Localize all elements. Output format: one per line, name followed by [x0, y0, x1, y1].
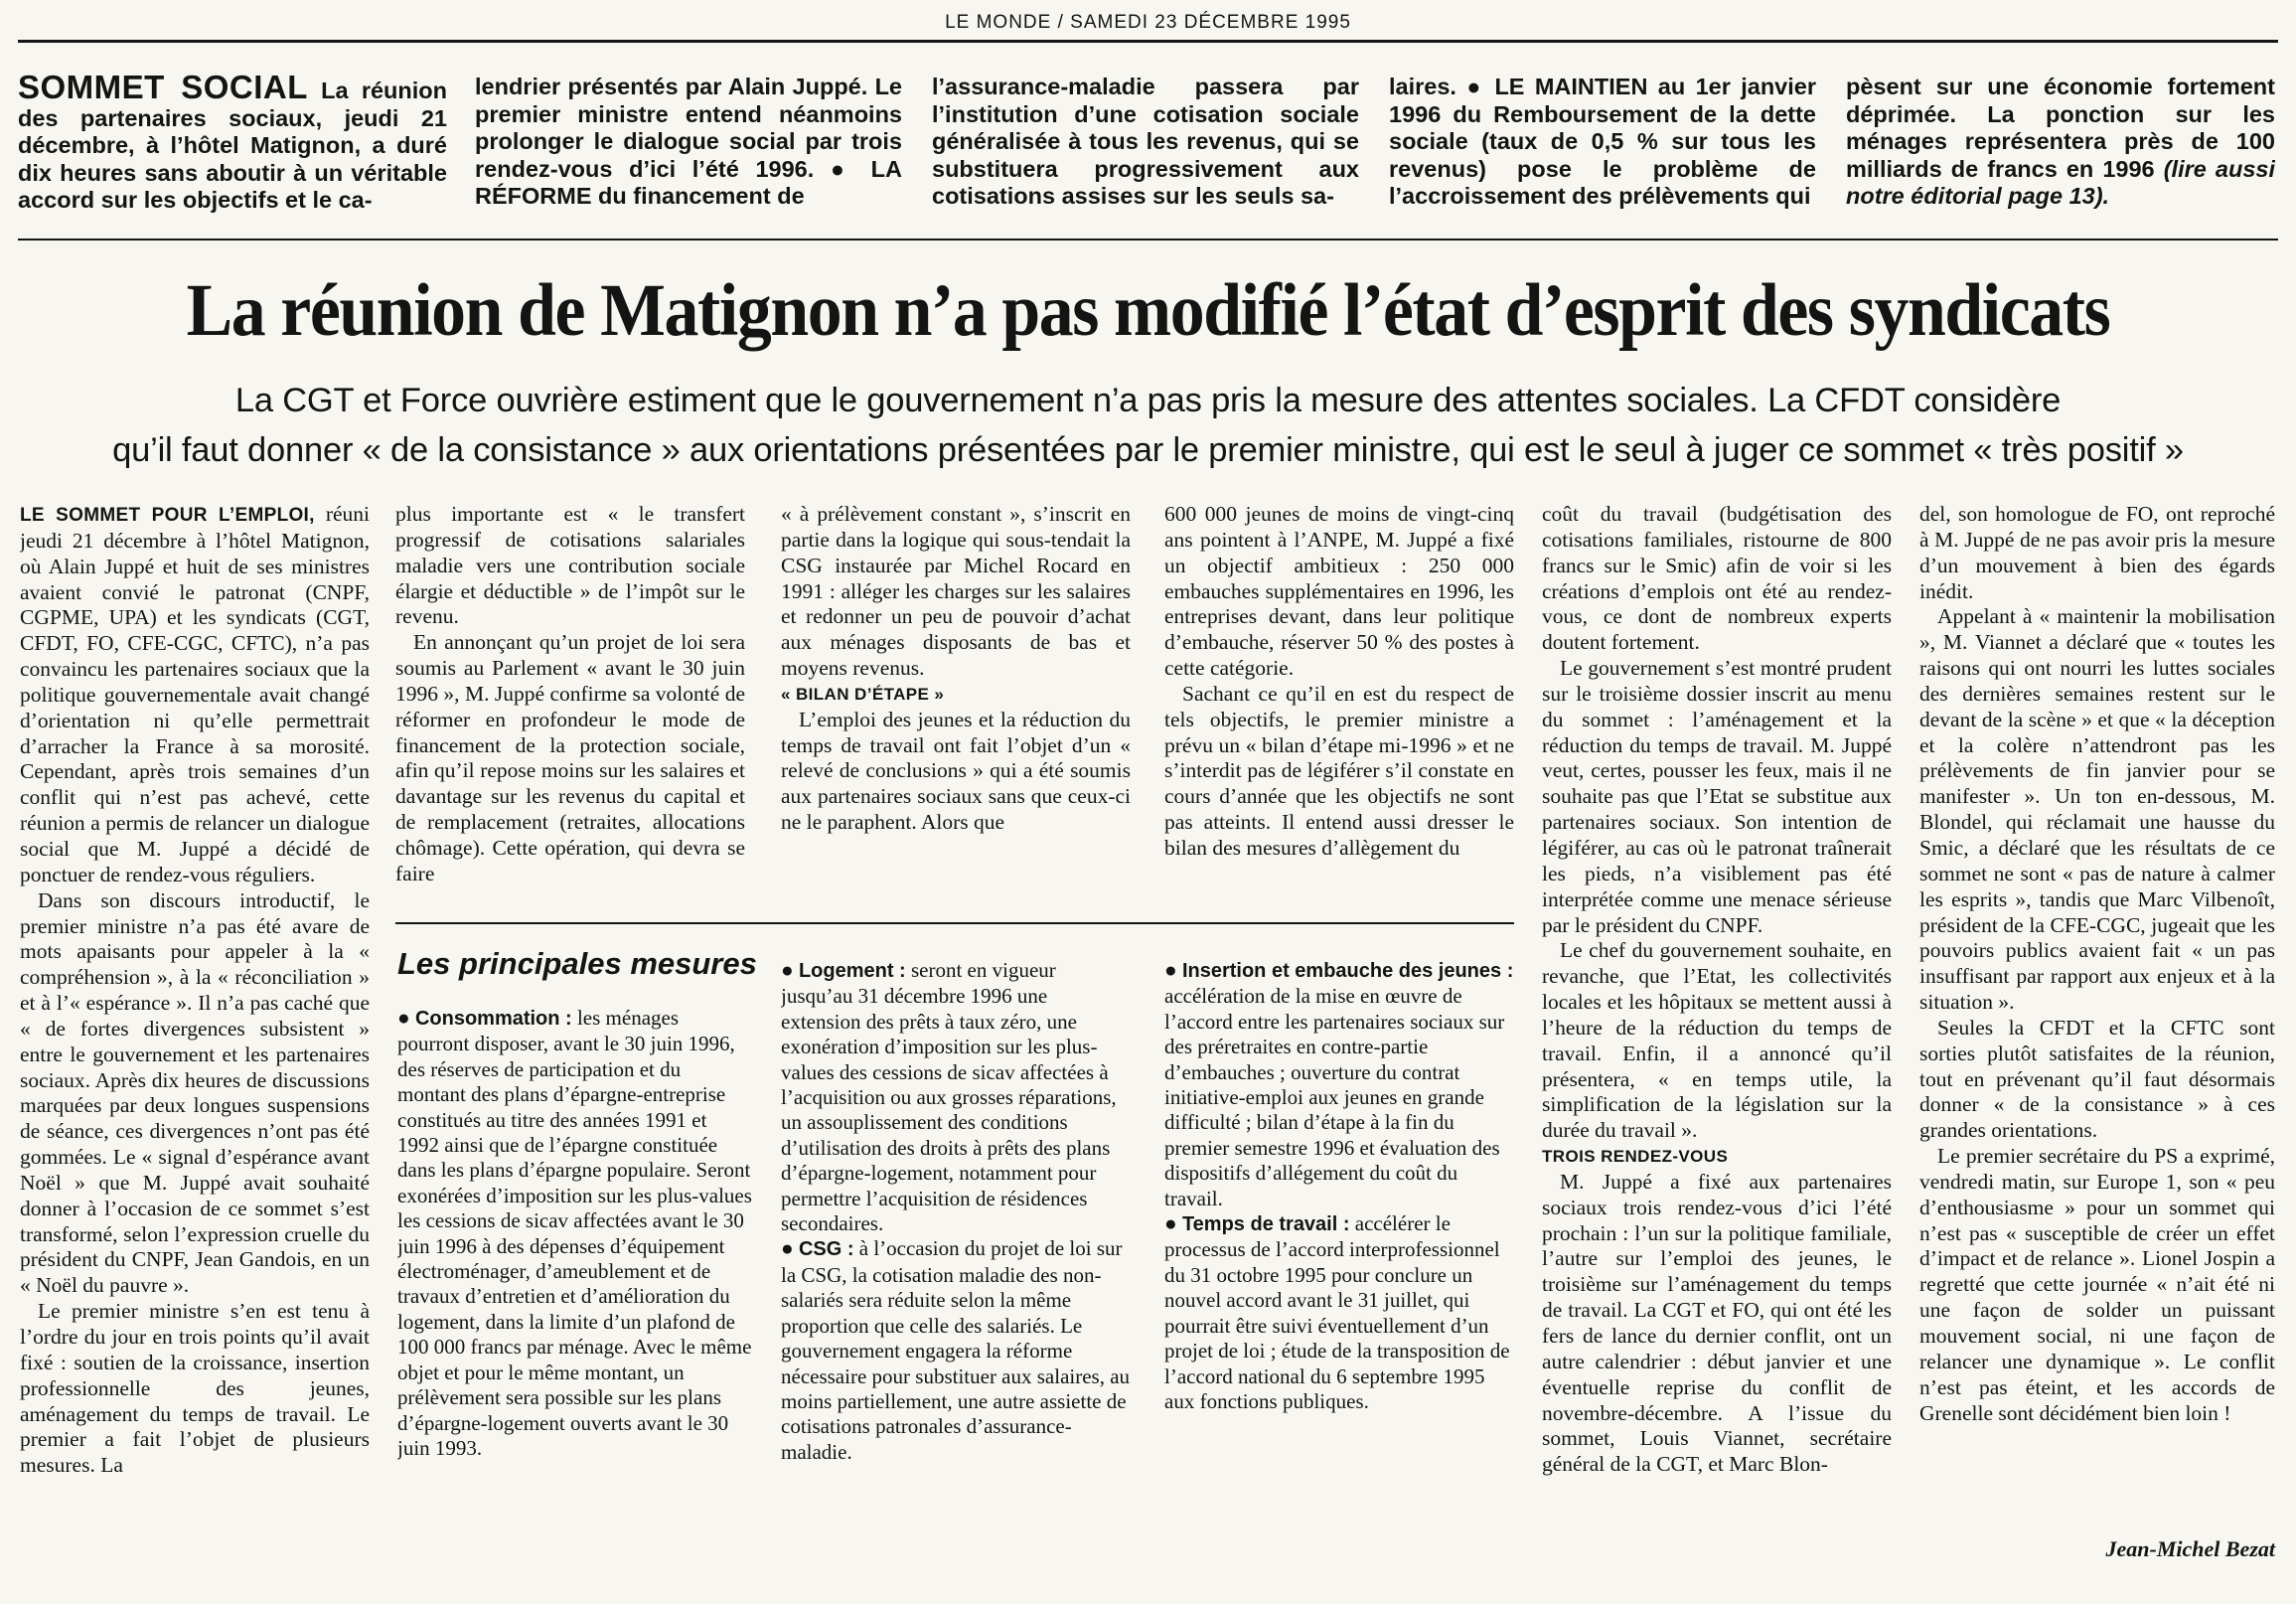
article-column-1	[20, 502, 370, 1575]
summary-text-5a: pèsent sur une économie fortement déprimée. La ponction sur les ménages représentera près de 100 milliards de francs en 1996	[1846, 74, 2275, 182]
summary-column-1	[18, 74, 447, 223]
article-column-3	[781, 502, 1131, 904]
summary-text-2a: lendrier présentés par Alain Juppé. Le premier ministre entend néanmoins prolonger le dialogue social par trois rendez-vous d’ici l’été 1996.	[475, 74, 902, 182]
bullet-icon: ●	[781, 1236, 799, 1261]
measure-text: les ménages pourront disposer, avant le 30 juin 1996, des réserves de participation et du montant des plans d’épargne-entreprise constitués au titre des années 1991 et 1992 ainsi que de l’épargne constituée dans les plans d’épargne populaire. Seront exonérées d’imposition sur les plus-values les cessions de sicav affectées avant le 30 juin 1996 à des dépenses d’équipement électroménager, d’ameublement et de travaux d’entretien et d’amélioration du logement, dans la limite d’un plafond de 100 000 francs par ménage. Avec le même objet et pour le même montant, un prélèvement sera possible sur les plans d’épargne-logement ouverts avant le 30 juin 1993.	[397, 1006, 752, 1460]
article-column-4	[1164, 502, 1514, 904]
deck-line-1: La CGT et Force ouvrière estiment que le gouvernement n’a pas pris la mesure des attentes sociales. La CFDT considère	[234, 382, 2062, 419]
article-paragraph: Le premier ministre s’en est tenu à l’ordre du jour en trois points qu’il avait fixé : soutien de la croissance, insertion professionnelle des jeunes, aménagement du temps de travail. Le premier a fait l’objet de plusieurs mesures. La	[20, 1299, 370, 1478]
bullet-icon: ●	[397, 1006, 415, 1030]
box-title: Les principales mesures	[397, 946, 757, 981]
summary-text-5b: (lire aussi notre éditorial page 13).	[1846, 155, 2275, 209]
measure-text: accélérer le processus de l’accord interprofessionnel du 31 octobre 1995 pour conclure un nouvel accord avant le 31 juillet, qui pourrait être suivi éventuellement d’un projet de loi ; étude de la transposition de l’accord national du 6 septembre 1995 aux fonctions publiques.	[1164, 1211, 1510, 1413]
summary-text-2b: LA RÉFORME du financement de	[475, 155, 902, 209]
article-paragraph: Seules la CFDT et la CFTC sont sorties plutôt satisfaites de la réunion, tout en prévenant qu’il faut désormais donner « de la consistance » à ces grandes orientations.	[1919, 1015, 2275, 1143]
measure-label: Temps de travail :	[1181, 1213, 1350, 1236]
summary-text-3: l’assurance-maladie passera par l’institution d’une cotisation sociale généralisée à tous les revenus, qui se substituera progressivement aux cotisations assises sur les seuls sa-	[932, 74, 1359, 209]
bullet-icon: ●	[1164, 1211, 1182, 1236]
article-paragraph: « à prélèvement constant », s’inscrit en partie dans la logique qui sous-tendait la CSG instaurée par Michel Rocard en 1991 : alléger les charges sur les salaires et redonner un peu de pouvoir d’achat aux ménages disposants de bas et moyens revenus.	[781, 502, 1131, 681]
article-paragraph: En annonçant qu’un projet de loi sera soumis au Parlement « avant le 30 juin 1996 », M. Juppé confirme sa volonté de réformer en profondeur le mode de financement de la protection sociale, afin qu’il repose moins sur les salaires et davantage sur les revenus du capital et de remplacement (retraites, allocations chômage). Cette opération, qui devra se faire	[395, 630, 745, 885]
summary-column-3	[932, 74, 1359, 223]
article-paragraph: Le chef du gouvernement souhaite, en revanche, que l’Etat, les collectivités locales et les hôpitaux se mettent aussi à l’heure de la réduction du temps de travail. Enfin, il a annoncé qu’il présentera, « en temps utile, la simplification de la législation sur la durée du travail ».	[1542, 938, 1892, 1143]
bullet-icon: ●	[781, 958, 799, 982]
summary-column-5	[1846, 74, 2275, 223]
summary-kicker: SOMMET SOCIAL	[18, 74, 308, 105]
summary-column-4	[1389, 74, 1816, 223]
top-rule	[18, 40, 2278, 43]
measure-text: accélération de la mise en œuvre de l’accord entre les partenaires sociaux sur des préretraites en contre-partie d’embauches ; ouverture du contrat initiative-emploi aux jeunes en grande difficulté ; bilan d’étape à la fin du premier semestre 1996 et évaluation des dispositifs d’allégement du coût du travail.	[1164, 984, 1505, 1210]
article-column-2	[395, 502, 745, 904]
article-paragraph: L’emploi des jeunes et la réduction du temps de travail ont fait l’objet d’un « relevé de conclusions » qui a été soumis aux partenaires sociaux sans que ceux-ci ne le paraphent. Alors que	[781, 707, 1131, 835]
measure-label: Logement :	[798, 960, 906, 982]
bullet-icon: ●	[1466, 74, 1485, 99]
measure-text: à l’occasion du projet de loi sur la CSG, la cotisation maladie des non-salariés sera réduite selon la même proportion que celle des salariés. Le gouvernement engagera la réforme nécessaire pour substituer aux salaires, au moins partiellement, une autre assiette de cotisations patronales d’assurance-maladie.	[781, 1236, 1131, 1464]
subhead-bilan: « BILAN D’ÉTAPE »	[781, 684, 945, 704]
article-paragraph: Appelant à « maintenir la mobilisation », M. Viannet a déclaré que « toutes les raisons qui ont nourri les luttes sociales des dernières semaines restent sur le devant de la scène » et que « la déception et la colère n’attendront pas les prélèvements de fin janvier pour se manifester ». Un ton en-dessous, M. Blondel, qui réclamait une hausse du Smic, a déclaré que les résultats de ce sommet ne sont « pas de nature à calmer les esprits », tandis que Marc Vilbenoît, président de la CFE-CGC, jugeait que les pouvoirs publics avaient fait « un pas insuffisant par rapport aux enjeux et à la situation ».	[1919, 604, 2275, 1015]
headline: La réunion de Matignon n’a pas modifié l’état d’esprit des syndicats	[186, 269, 2110, 352]
article-column-5	[1542, 502, 1892, 1575]
article-paragraph: del, son homologue de FO, ont reproché à M. Juppé de ne pas avoir pris la mesure d’un mouvement à bien des égards inédit.	[1919, 502, 2275, 603]
bullet-icon: ●	[1164, 958, 1182, 982]
signature: Jean-Michel Bezat	[2105, 1536, 2275, 1561]
measure-label: CSG :	[798, 1238, 854, 1261]
box-rule	[395, 922, 1514, 924]
article-paragraph: coût du travail (budgétisation des cotisations familiales, ristourne de 800 francs sur le Smic) afin de voir si les créations d’emplois ont été au rendez-vous, ce dont de nombreux experts doutent fortement.	[1542, 502, 1892, 655]
summary-column-2	[475, 74, 902, 223]
summary-text-4b: LE MAINTIEN au 1er janvier 1996 du Remboursement de la dette sociale (taux de 0,5 % sur tous les revenus) pose le problème de l’accroissement des prélèvements qui	[1389, 74, 1816, 209]
article-paragraph: Dans son discours introductif, le premier ministre n’a pas été avare de mots apaisants pour appeler à la « compréhension », à la « réconciliation » et à l’« espérance ». Il n’a pas caché que « de fortes divergences subsistent » entre le gouvernement et les partenaires sociaux. Après dix heures de discussions marquées par deux longues suspensions de séance, ces divergences n’ont pas été gommées. Le « signal d’espérance avant Noël » que M. Juppé avait souhaité donner à l’occasion de ce sommet s’est transformé, selon l’expression cruelle du président du CNPF, Jean Gandois, en un « Noël du pauvre ».	[20, 887, 370, 1298]
article-paragraph: 600 000 jeunes de moins de vingt-cinq ans pointent à l’ANPE, M. Juppé a fixé un objectif ambitieux : 250 000 embauches supplémentaires en 1996, les entreprises devant, dans leur politique d’embauche, réserver 50 % des postes à cette catégorie.	[1164, 502, 1514, 681]
dateline: LE MONDE / SAMEDI 23 DÉCEMBRE 1995	[945, 12, 1351, 33]
article-paragraph: plus importante est « le transfert progressif de cotisations salariales maladie vers une contribution sociale élargie et déductible » de l’impôt sur le revenu.	[395, 502, 745, 629]
measures-column-2	[781, 958, 1131, 1574]
article-paragraph: Sachant ce qu’il en est du respect de tels objectifs, le premier ministre a prévu un « bilan d’étape mi-1996 » et ne s’interdit pas de légiférer s’il constate en cours d’année que les objectifs ne sont pas atteints. Il entend aussi dresser le bilan des mesures d’allègement du	[1164, 681, 1514, 860]
article-paragraph: M. Juppé a fixé aux partenaires sociaux trois rendez-vous d’ici l’été prochain : l’un sur la politique familiale, l’autre sur l’emploi des jeunes, le troisième sur l’aménagement du temps de travail. La CGT et FO, qui ont été les fers de lance du dernier conflit, ont un autre calendrier : début janvier et une éventuelle reprise du conflit de novembre-décembre. A l’issue du sommet, Louis Viannet, secrétaire général de la CGT, et Marc Blon-	[1542, 1169, 1892, 1477]
measure-label: Consommation :	[414, 1008, 572, 1030]
measures-column-3	[1164, 958, 1514, 1574]
deck-line-2: qu’il faut donner « de la consistance » aux orientations présentées par le premier ministre, qui est le seul à juger ce sommet « très positif »	[112, 431, 2184, 469]
article-paragraph: Le gouvernement s’est montré prudent sur le troisième dossier inscrit au menu du sommet : l’aménagement et la réduction du temps de travail. M. Juppé veut, certes, pousser les feux, mais il ne souhaite pas que l’Etat se substitue aux partenaires sociaux. Son intention de légiférer, au cas où le patronat traînerait les pieds, n’a visiblement pas été interprétée comme une menace sérieuse par le président du CNPF.	[1542, 656, 1892, 937]
deck	[50, 376, 2246, 475]
subhead-rendez-vous: TROIS RENDEZ-VOUS	[1542, 1147, 1729, 1167]
summary-rule	[18, 239, 2278, 241]
measures-column-1	[397, 1006, 753, 1582]
article-paragraph: Le premier secrétaire du PS a exprimé, vendredi matin, sur Europe 1, son « peu d’enthousiasme » pour un sommet qui n’est pas « susceptible de créer un effet d’impact et de relance ». Lionel Jospin a regretté que cette journée « n’ait été ni une façon de solder un puissant mouvement social, ni une façon de relancer une dynamique ». Le conflit n’est pas éteint, et les accords de Grenelle sont décidément bien loin !	[1919, 1144, 2275, 1425]
summary-text-4a: laires.	[1389, 74, 1456, 99]
measure-label: Insertion et embauche des jeunes :	[1181, 960, 1514, 982]
article-kicker: LE SOMMET POUR L’EMPLOI,	[20, 505, 315, 526]
bullet-icon: ●	[830, 155, 854, 182]
article-paragraph: réuni jeudi 21 décembre à l’hôtel Matignon, où Alain Juppé et huit de ses ministres avaient convié le patronat (CNPF, CGPME, UPA) et les syndicats (CGT, CFDT, FO, CFE-CGC, CFTC), n’a pas convaincu les partenaires sociaux que la politique gouvernementale avait changé d’orientation ni qu’elle permettrait d’arracher la France à sa morosité. Cependant, après trois semaines d’un conflit qui n’est pas achevé, cette réunion a permis de relancer un dialogue social que M. Juppé a décidé de ponctuer de rendez-vous réguliers.	[20, 502, 370, 886]
summary-text-1: La réunion des partenaires sociaux, jeudi 21 décembre, à l’hôtel Matignon, a duré dix heures sans aboutir à un véritable accord sur les objectifs et le ca-	[18, 78, 447, 213]
article-column-6	[1919, 502, 2275, 1525]
measure-text: seront en vigueur jusqu’au 31 décembre 1996 une extension des prêts à taux zéro, une exonération d’imposition sur les plus-values des cessions de sicav affectées à l’acquisition ou aux grosses réparations, un assouplissement des conditions d’utilisation des droits à prêts des plans d’épargne-logement, notamment pour permettre l’acquisition de résidences secondaires.	[781, 958, 1117, 1236]
